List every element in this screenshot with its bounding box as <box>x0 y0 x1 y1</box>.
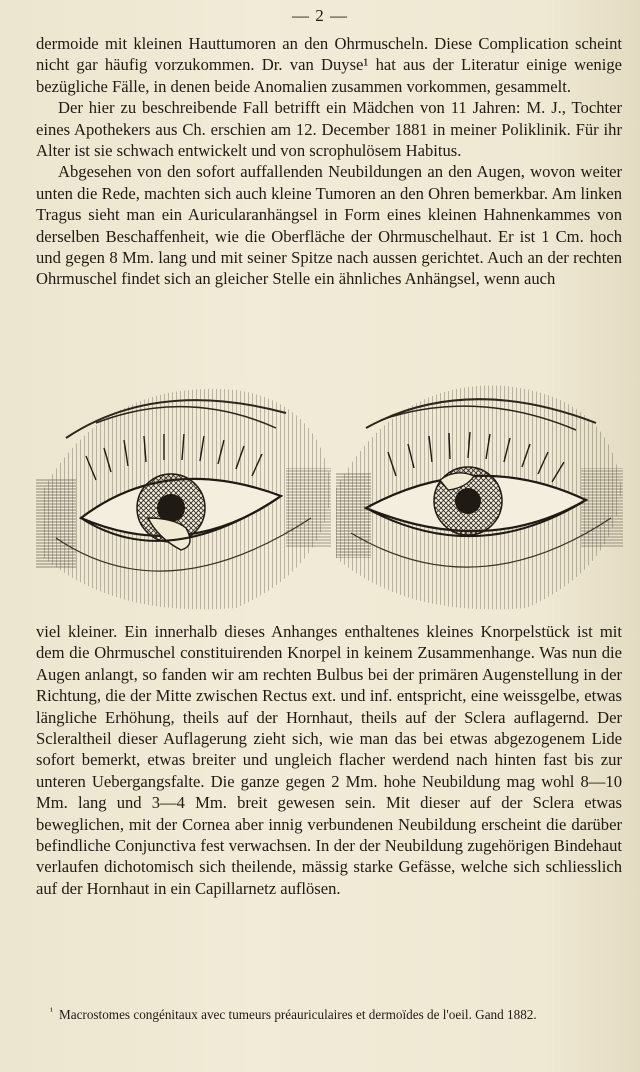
page-number: — 2 — <box>292 6 348 25</box>
paragraph-3: Abgesehen von den sofort auffallenden Neubildungen an den Augen, wovon weiter unten die Rede, machten sich auch kleine Tumoren an den Ohren bemerkbar. Am linken Tragus sieht man ein Auricularanhängsel in Form eines kleinen Hahnenkammes von derselben Beschaffenheit, wie die Oberfläche der Ohrmuschelhaut. Er ist 1 Cm. hoch und gegen 8 Mm. lang und mit seiner Spitze nach aussen gerichtet. Auch an der rechten Ohrmuschel findet sich an gleicher Stelle ein ähnliches Anhängsel, wenn auch <box>36 162 622 289</box>
eyes-illustration <box>36 368 626 618</box>
paragraph-2: Der hier zu beschreibende Fall betrifft ein Mädchen von 11 Jahren: M. J., Tochter eines Apothekers aus Ch. erschien am 12. December 1881 in meiner Poliklinik. Für ihr Alter ist sie schwach entwickelt und von scrophulösem Habitus. <box>36 98 622 161</box>
paragraph-1: dermoide mit kleinen Hauttumoren an den Ohrmuscheln. Diese Complication scheint nicht gar häufig vorzukommen. Dr. van Duyse¹ hat aus der Literatur einige wenige bezügliche Fälle, in denen beide Anomalien zusammen vorkommen, gesammelt. <box>36 34 622 96</box>
footnote-mark: ¹ <box>50 1006 53 1017</box>
right-eye-drawing <box>36 389 331 610</box>
footnote-text: Macrostomes congénitaux avec tumeurs préauriculaires et dermoïdes de l'oeil. Gand 1882. <box>59 1007 537 1022</box>
text-block-upper <box>36 33 622 290</box>
paragraph-4: viel kleiner. Ein innerhalb dieses Anhanges enthaltenes kleines Knorpelstück ist mit dem die Ohrmuschel constituirenden Knorpel in keinem Zusammenhange. Was nun die Augen anlangt, so fanden wir am rechten Bulbus bei der primären Augenstellung in der Richtung, die der Mitte zwischen Rectus ext. und inf. entspricht, eine weissgelbe, etwas längliche Erhöhung, theils auf der Hornhaut, theils auf der Sclera auflagernd. Der Scleraltheil dieser Auflagerung zieht sich, wie man das bei etwas abgezogenem Lide sofort bemerkt, etwas breiter und ungleich flacher werdend nach hinten fast bis zur unteren Uebergangsfalte. Die ganze gegen 2 Mm. hohe Neubildung mag wohl 8—10 Mm. lang und 3—4 Mm. breit gewesen sein. Mit dieser auf der Sclera etwas beweglichen, mit der Cornea aber innig verbundenen Neubildung erscheint die darüber befindliche Conjunctiva fest verwachsen. In der der Neubildung zugehörigen Bindehaut verlaufen dichotomisch sich theilende, mässig starke Gefässe, welche sich schliesslich auf der Hornhaut in ein Capillarnetz auflösen. <box>36 622 622 898</box>
left-eye-drawing <box>336 385 623 609</box>
text-block-lower <box>36 621 622 899</box>
footnote <box>36 1003 626 1023</box>
